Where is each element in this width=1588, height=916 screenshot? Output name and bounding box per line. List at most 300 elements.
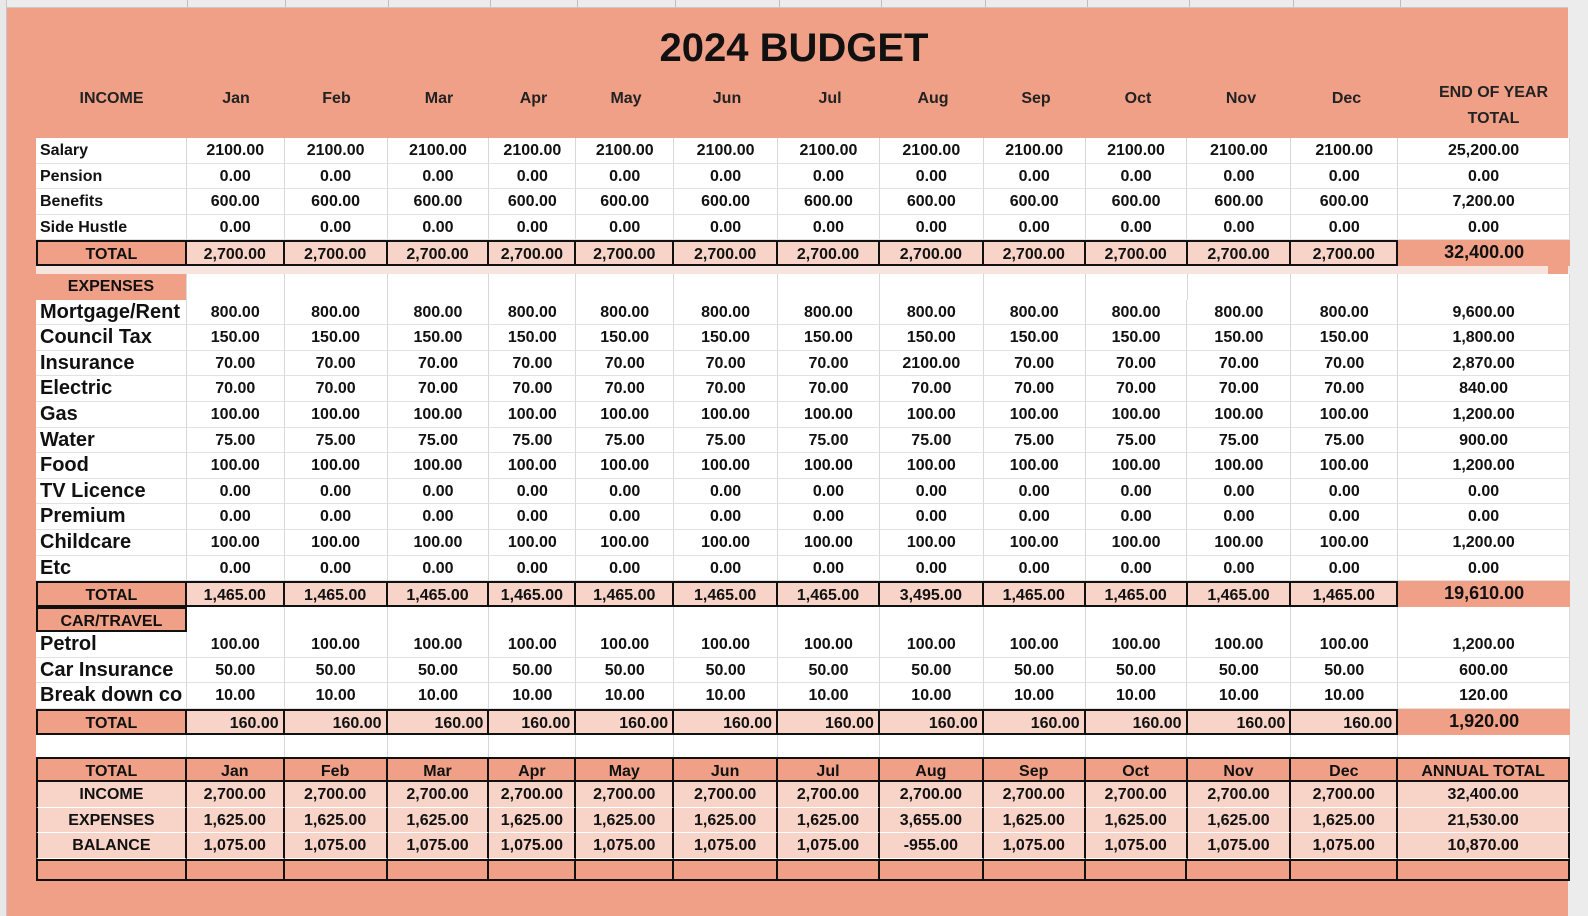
row-label-cell[interactable]: Side Hustle — [36, 215, 187, 241]
value-cell[interactable]: 10.00 — [778, 683, 880, 709]
value-cell[interactable]: 0.00 — [388, 504, 490, 530]
value-cell[interactable]: 70.00 — [576, 376, 674, 402]
value-cell[interactable]: 160.00 — [576, 709, 674, 735]
section-label-cell[interactable]: EXPENSES — [36, 274, 187, 300]
row-label-cell[interactable]: TOTAL — [36, 240, 187, 266]
empty-cell[interactable] — [984, 859, 1086, 881]
value-cell[interactable]: 150.00 — [1291, 325, 1398, 351]
value-cell[interactable]: 1,625.00 — [1291, 808, 1398, 834]
row-label-cell[interactable]: Pension — [36, 164, 187, 190]
value-cell[interactable]: 0.00 — [1086, 215, 1188, 241]
value-cell[interactable]: 0.00 — [880, 479, 984, 505]
value-cell[interactable]: 100.00 — [489, 453, 576, 479]
value-cell[interactable]: 0.00 — [576, 504, 674, 530]
value-cell[interactable]: 600.00 — [880, 189, 984, 215]
row-label-cell[interactable]: TOTAL — [36, 709, 187, 735]
empty-cell[interactable] — [1188, 274, 1292, 300]
empty-cell[interactable] — [674, 859, 778, 881]
value-cell[interactable]: 100.00 — [285, 530, 388, 556]
value-cell[interactable]: 0.00 — [576, 556, 674, 582]
value-cell[interactable]: 0.00 — [187, 504, 285, 530]
empty-cell[interactable] — [880, 607, 984, 633]
value-cell[interactable]: 0.00 — [1187, 556, 1291, 582]
value-cell[interactable]: 70.00 — [778, 376, 880, 402]
value-cell[interactable]: 160.00 — [880, 709, 984, 735]
year-total-cell[interactable]: 600.00 — [1398, 658, 1570, 684]
summary-month-header[interactable]: Mar — [388, 757, 490, 783]
value-cell[interactable]: 150.00 — [984, 325, 1086, 351]
empty-cell[interactable] — [489, 607, 576, 633]
value-cell[interactable]: 50.00 — [1291, 658, 1398, 684]
row-label-cell[interactable]: Premium — [36, 504, 187, 530]
value-cell[interactable]: 100.00 — [489, 530, 576, 556]
value-cell[interactable]: 2,700.00 — [388, 240, 490, 266]
value-cell[interactable]: 50.00 — [576, 658, 674, 684]
row-label-cell[interactable]: Mortgage/Rent — [36, 300, 187, 326]
value-cell[interactable]: 0.00 — [388, 556, 490, 582]
value-cell[interactable]: 100.00 — [778, 453, 880, 479]
value-cell[interactable]: 0.00 — [778, 215, 880, 241]
year-total-cell[interactable]: 0.00 — [1398, 215, 1570, 241]
value-cell[interactable]: 600.00 — [1291, 189, 1398, 215]
value-cell[interactable]: 2,700.00 — [489, 782, 576, 808]
value-cell[interactable]: 10.00 — [984, 683, 1086, 709]
value-cell[interactable]: 70.00 — [1291, 351, 1398, 377]
empty-cell[interactable] — [778, 859, 880, 881]
value-cell[interactable]: 1,465.00 — [285, 581, 388, 607]
value-cell[interactable]: 75.00 — [1187, 428, 1291, 454]
value-cell[interactable]: 800.00 — [1187, 300, 1291, 326]
value-cell[interactable]: 1,075.00 — [984, 833, 1086, 859]
value-cell[interactable]: 0.00 — [674, 164, 778, 190]
value-cell[interactable]: 2100.00 — [778, 138, 880, 164]
value-cell[interactable]: 0.00 — [1291, 504, 1398, 530]
empty-cell[interactable] — [880, 274, 984, 300]
value-cell[interactable]: 2,700.00 — [1188, 240, 1292, 266]
value-cell[interactable]: 0.00 — [1187, 164, 1291, 190]
value-cell[interactable]: 50.00 — [778, 658, 880, 684]
value-cell[interactable]: 100.00 — [576, 632, 674, 658]
value-cell[interactable]: 150.00 — [880, 325, 984, 351]
value-cell[interactable]: 0.00 — [489, 164, 576, 190]
value-cell[interactable]: 70.00 — [187, 351, 285, 377]
value-cell[interactable]: 0.00 — [1187, 215, 1291, 241]
value-cell[interactable]: 75.00 — [1086, 428, 1188, 454]
value-cell[interactable]: 2,700.00 — [1188, 782, 1292, 808]
value-cell[interactable]: 2,700.00 — [1291, 240, 1398, 266]
value-cell[interactable]: 0.00 — [187, 164, 285, 190]
year-total-cell[interactable]: 2,870.00 — [1398, 351, 1570, 377]
year-total-cell[interactable]: 1,200.00 — [1398, 530, 1570, 556]
value-cell[interactable]: 70.00 — [1187, 351, 1291, 377]
value-cell[interactable]: 1,625.00 — [778, 808, 880, 834]
value-cell[interactable]: 0.00 — [1086, 556, 1188, 582]
value-cell[interactable]: 2,700.00 — [576, 782, 674, 808]
value-cell[interactable]: 2100.00 — [285, 138, 388, 164]
empty-cell[interactable] — [187, 859, 285, 881]
value-cell[interactable]: 2,700.00 — [576, 240, 674, 266]
value-cell[interactable]: 0.00 — [778, 479, 880, 505]
year-total-cell[interactable]: 9,600.00 — [1398, 300, 1570, 326]
value-cell[interactable]: 100.00 — [187, 402, 285, 428]
row-label-cell[interactable]: Council Tax — [36, 325, 187, 351]
year-total-cell[interactable]: 10,870.00 — [1398, 833, 1570, 859]
value-cell[interactable]: 2,700.00 — [1086, 782, 1188, 808]
value-cell[interactable]: 800.00 — [187, 300, 285, 326]
value-cell[interactable]: 75.00 — [187, 428, 285, 454]
empty-cell[interactable] — [285, 607, 388, 633]
value-cell[interactable]: 0.00 — [1187, 479, 1291, 505]
value-cell[interactable]: 2100.00 — [1291, 138, 1398, 164]
value-cell[interactable]: 0.00 — [1086, 504, 1188, 530]
value-cell[interactable]: 1,075.00 — [576, 833, 674, 859]
value-cell[interactable]: 800.00 — [778, 300, 880, 326]
empty-cell[interactable] — [1291, 859, 1398, 881]
value-cell[interactable]: 75.00 — [880, 428, 984, 454]
row-label-cell[interactable]: Food — [36, 453, 187, 479]
value-cell[interactable]: 100.00 — [1187, 453, 1291, 479]
empty-cell[interactable] — [1086, 274, 1188, 300]
row-label-cell[interactable]: Salary — [36, 138, 187, 164]
value-cell[interactable]: 75.00 — [388, 428, 490, 454]
value-cell[interactable]: 150.00 — [285, 325, 388, 351]
value-cell[interactable]: 0.00 — [489, 215, 576, 241]
value-cell[interactable]: 160.00 — [388, 709, 490, 735]
value-cell[interactable]: 800.00 — [1291, 300, 1398, 326]
value-cell[interactable]: 1,465.00 — [1086, 581, 1188, 607]
row-label-cell[interactable]: EXPENSES — [36, 808, 187, 834]
value-cell[interactable]: 70.00 — [674, 376, 778, 402]
value-cell[interactable]: 0.00 — [576, 215, 674, 241]
value-cell[interactable]: 2,700.00 — [489, 240, 576, 266]
value-cell[interactable]: 2,700.00 — [285, 782, 388, 808]
value-cell[interactable]: 0.00 — [984, 504, 1086, 530]
value-cell[interactable]: 0.00 — [984, 164, 1086, 190]
value-cell[interactable]: 75.00 — [1291, 428, 1398, 454]
year-total-cell[interactable]: 0.00 — [1398, 164, 1570, 190]
value-cell[interactable]: 2,700.00 — [674, 240, 778, 266]
value-cell[interactable]: 1,075.00 — [489, 833, 576, 859]
value-cell[interactable]: 10.00 — [1187, 683, 1291, 709]
value-cell[interactable]: 70.00 — [1086, 351, 1188, 377]
value-cell[interactable]: 0.00 — [489, 504, 576, 530]
row-label-cell[interactable]: Electric — [36, 376, 187, 402]
value-cell[interactable]: 1,625.00 — [576, 808, 674, 834]
year-total-cell[interactable]: 1,200.00 — [1398, 632, 1570, 658]
empty-cell[interactable] — [1398, 274, 1570, 300]
value-cell[interactable]: 800.00 — [674, 300, 778, 326]
year-total-cell[interactable]: 0.00 — [1398, 479, 1570, 505]
value-cell[interactable]: 600.00 — [674, 189, 778, 215]
empty-cell[interactable] — [1291, 607, 1398, 633]
value-cell[interactable]: 0.00 — [576, 479, 674, 505]
value-cell[interactable]: 75.00 — [285, 428, 388, 454]
summary-month-header[interactable]: Nov — [1188, 757, 1292, 783]
value-cell[interactable]: 100.00 — [674, 530, 778, 556]
row-label-cell[interactable]: Water — [36, 428, 187, 454]
value-cell[interactable]: 0.00 — [388, 479, 490, 505]
value-cell[interactable]: 0.00 — [674, 479, 778, 505]
summary-month-header[interactable]: Dec — [1291, 757, 1398, 783]
empty-cell[interactable] — [489, 274, 576, 300]
value-cell[interactable]: 2100.00 — [880, 351, 984, 377]
year-total-cell[interactable]: 32,400.00 — [1398, 782, 1570, 808]
section-label-cell[interactable]: CAR/TRAVEL — [36, 607, 187, 633]
value-cell[interactable]: 600.00 — [984, 189, 1086, 215]
row-label-cell[interactable]: Insurance — [36, 351, 187, 377]
value-cell[interactable]: 2100.00 — [984, 138, 1086, 164]
value-cell[interactable]: 800.00 — [984, 300, 1086, 326]
summary-month-header[interactable]: Aug — [880, 757, 984, 783]
value-cell[interactable]: 70.00 — [674, 351, 778, 377]
value-cell[interactable]: 160.00 — [285, 709, 388, 735]
value-cell[interactable]: 70.00 — [388, 351, 490, 377]
value-cell[interactable]: 100.00 — [880, 453, 984, 479]
value-cell[interactable]: 1,625.00 — [388, 808, 490, 834]
value-cell[interactable]: 70.00 — [984, 376, 1086, 402]
value-cell[interactable]: 1,465.00 — [1291, 581, 1398, 607]
value-cell[interactable]: 2100.00 — [388, 138, 490, 164]
year-total-cell[interactable]: 120.00 — [1398, 683, 1570, 709]
summary-month-header[interactable]: Sep — [984, 757, 1086, 783]
row-label-cell[interactable]: TOTAL — [36, 581, 187, 607]
value-cell[interactable]: -955.00 — [880, 833, 984, 859]
value-cell[interactable]: 150.00 — [778, 325, 880, 351]
empty-cell[interactable] — [388, 607, 490, 633]
year-total-cell[interactable]: 1,920.00 — [1398, 709, 1570, 735]
value-cell[interactable]: 100.00 — [1291, 402, 1398, 428]
value-cell[interactable]: 150.00 — [489, 325, 576, 351]
value-cell[interactable]: 50.00 — [984, 658, 1086, 684]
value-cell[interactable]: 2,700.00 — [984, 240, 1086, 266]
row-label-cell[interactable]: TV Licence — [36, 479, 187, 505]
value-cell[interactable]: 100.00 — [880, 530, 984, 556]
value-cell[interactable]: 0.00 — [880, 556, 984, 582]
empty-cell[interactable] — [1187, 607, 1291, 633]
value-cell[interactable]: 160.00 — [674, 709, 778, 735]
value-cell[interactable]: 100.00 — [1291, 453, 1398, 479]
value-cell[interactable]: 800.00 — [388, 300, 490, 326]
value-cell[interactable]: 2,700.00 — [187, 782, 285, 808]
value-cell[interactable]: 100.00 — [388, 402, 490, 428]
value-cell[interactable]: 75.00 — [984, 428, 1086, 454]
value-cell[interactable]: 100.00 — [576, 453, 674, 479]
value-cell[interactable]: 100.00 — [984, 402, 1086, 428]
value-cell[interactable]: 100.00 — [778, 402, 880, 428]
summary-month-header[interactable]: Jan — [187, 757, 285, 783]
value-cell[interactable]: 0.00 — [285, 504, 388, 530]
empty-cell[interactable] — [285, 274, 388, 300]
row-label-cell[interactable]: INCOME — [36, 782, 187, 808]
value-cell[interactable]: 0.00 — [285, 215, 388, 241]
value-cell[interactable]: 70.00 — [388, 376, 490, 402]
empty-cell[interactable] — [187, 607, 285, 633]
value-cell[interactable]: 3,495.00 — [880, 581, 984, 607]
value-cell[interactable]: 150.00 — [674, 325, 778, 351]
value-cell[interactable]: 0.00 — [1187, 504, 1291, 530]
value-cell[interactable]: 100.00 — [778, 530, 880, 556]
value-cell[interactable]: 10.00 — [880, 683, 984, 709]
value-cell[interactable]: 0.00 — [1291, 215, 1398, 241]
value-cell[interactable]: 2100.00 — [880, 138, 984, 164]
value-cell[interactable]: 75.00 — [778, 428, 880, 454]
value-cell[interactable]: 1,465.00 — [187, 581, 285, 607]
value-cell[interactable]: 0.00 — [674, 504, 778, 530]
value-cell[interactable]: 1,075.00 — [285, 833, 388, 859]
value-cell[interactable]: 0.00 — [674, 556, 778, 582]
value-cell[interactable]: 100.00 — [285, 402, 388, 428]
value-cell[interactable]: 150.00 — [1187, 325, 1291, 351]
value-cell[interactable]: 0.00 — [984, 215, 1086, 241]
value-cell[interactable]: 0.00 — [1086, 164, 1188, 190]
value-cell[interactable]: 100.00 — [285, 632, 388, 658]
value-cell[interactable]: 0.00 — [880, 504, 984, 530]
value-cell[interactable]: 1,465.00 — [489, 581, 576, 607]
value-cell[interactable]: 100.00 — [1291, 530, 1398, 556]
value-cell[interactable]: 10.00 — [285, 683, 388, 709]
empty-cell[interactable] — [388, 274, 490, 300]
value-cell[interactable]: 2100.00 — [1086, 138, 1188, 164]
value-cell[interactable]: 100.00 — [880, 402, 984, 428]
value-cell[interactable]: 2,700.00 — [285, 240, 388, 266]
value-cell[interactable]: 2,700.00 — [1086, 240, 1188, 266]
empty-cell[interactable] — [674, 607, 778, 633]
summary-head-label[interactable]: TOTAL — [36, 757, 187, 783]
value-cell[interactable]: 0.00 — [880, 215, 984, 241]
value-cell[interactable]: 70.00 — [285, 376, 388, 402]
value-cell[interactable]: 150.00 — [187, 325, 285, 351]
value-cell[interactable]: 100.00 — [984, 632, 1086, 658]
value-cell[interactable]: 10.00 — [576, 683, 674, 709]
empty-cell[interactable] — [778, 607, 880, 633]
row-label-cell[interactable]: Petrol — [36, 632, 187, 658]
row-label-cell[interactable]: Car Insurance — [36, 658, 187, 684]
value-cell[interactable]: 100.00 — [489, 632, 576, 658]
value-cell[interactable]: 10.00 — [388, 683, 490, 709]
value-cell[interactable]: 100.00 — [674, 402, 778, 428]
value-cell[interactable]: 1,465.00 — [388, 581, 490, 607]
value-cell[interactable]: 150.00 — [1086, 325, 1188, 351]
value-cell[interactable]: 100.00 — [388, 530, 490, 556]
value-cell[interactable]: 1,625.00 — [187, 808, 285, 834]
value-cell[interactable]: 800.00 — [1086, 300, 1188, 326]
value-cell[interactable]: 70.00 — [489, 351, 576, 377]
summary-month-header[interactable]: Apr — [489, 757, 576, 783]
value-cell[interactable]: 0.00 — [388, 215, 490, 241]
value-cell[interactable]: 0.00 — [576, 164, 674, 190]
value-cell[interactable]: 100.00 — [880, 632, 984, 658]
empty-cell[interactable] — [576, 274, 674, 300]
value-cell[interactable]: 2,700.00 — [778, 240, 880, 266]
empty-cell[interactable] — [388, 859, 490, 881]
value-cell[interactable]: 70.00 — [778, 351, 880, 377]
value-cell[interactable]: 0.00 — [778, 164, 880, 190]
empty-cell[interactable] — [880, 859, 984, 881]
value-cell[interactable]: 0.00 — [880, 164, 984, 190]
value-cell[interactable]: 2,700.00 — [984, 782, 1086, 808]
value-cell[interactable]: 800.00 — [489, 300, 576, 326]
summary-month-header[interactable]: Feb — [285, 757, 388, 783]
value-cell[interactable]: 160.00 — [778, 709, 880, 735]
value-cell[interactable]: 1,625.00 — [674, 808, 778, 834]
value-cell[interactable]: 10.00 — [674, 683, 778, 709]
value-cell[interactable]: 0.00 — [388, 164, 490, 190]
row-label-cell[interactable]: Gas — [36, 402, 187, 428]
row-label-cell[interactable]: BALANCE — [36, 833, 187, 859]
value-cell[interactable]: 75.00 — [674, 428, 778, 454]
value-cell[interactable]: 50.00 — [1187, 658, 1291, 684]
value-cell[interactable]: 100.00 — [187, 530, 285, 556]
value-cell[interactable]: 150.00 — [576, 325, 674, 351]
year-total-cell[interactable]: 840.00 — [1398, 376, 1570, 402]
value-cell[interactable]: 1,075.00 — [187, 833, 285, 859]
value-cell[interactable]: 0.00 — [1086, 479, 1188, 505]
empty-cell[interactable] — [1291, 274, 1398, 300]
value-cell[interactable]: 100.00 — [1086, 632, 1188, 658]
value-cell[interactable]: 0.00 — [778, 504, 880, 530]
value-cell[interactable]: 0.00 — [674, 215, 778, 241]
value-cell[interactable]: 1,625.00 — [285, 808, 388, 834]
value-cell[interactable]: 50.00 — [489, 658, 576, 684]
value-cell[interactable]: 1,075.00 — [1086, 833, 1188, 859]
empty-cell[interactable] — [1086, 859, 1188, 881]
value-cell[interactable]: 10.00 — [187, 683, 285, 709]
value-cell[interactable]: 2100.00 — [1187, 138, 1291, 164]
empty-cell[interactable] — [984, 607, 1086, 633]
value-cell[interactable]: 600.00 — [1187, 189, 1291, 215]
year-total-cell[interactable]: 0.00 — [1398, 504, 1570, 530]
value-cell[interactable]: 1,075.00 — [1291, 833, 1398, 859]
empty-cell[interactable] — [187, 274, 285, 300]
value-cell[interactable]: 70.00 — [984, 351, 1086, 377]
year-total-cell[interactable]: 0.00 — [1398, 556, 1570, 582]
value-cell[interactable]: 0.00 — [285, 556, 388, 582]
value-cell[interactable]: 70.00 — [576, 351, 674, 377]
value-cell[interactable]: 100.00 — [388, 632, 490, 658]
value-cell[interactable]: 100.00 — [1086, 402, 1188, 428]
value-cell[interactable]: 100.00 — [674, 632, 778, 658]
value-cell[interactable]: 1,075.00 — [674, 833, 778, 859]
year-total-cell[interactable]: 19,610.00 — [1398, 581, 1570, 607]
row-label-cell[interactable]: Etc — [36, 556, 187, 582]
value-cell[interactable]: 0.00 — [1291, 479, 1398, 505]
value-cell[interactable]: 100.00 — [576, 530, 674, 556]
year-total-cell[interactable]: 32,400.00 — [1398, 240, 1570, 266]
value-cell[interactable]: 70.00 — [880, 376, 984, 402]
value-cell[interactable]: 0.00 — [1291, 556, 1398, 582]
value-cell[interactable]: 160.00 — [984, 709, 1086, 735]
value-cell[interactable]: 0.00 — [489, 556, 576, 582]
empty-cell[interactable] — [674, 274, 778, 300]
year-total-cell[interactable]: 21,530.00 — [1398, 808, 1570, 834]
value-cell[interactable]: 100.00 — [778, 632, 880, 658]
value-cell[interactable]: 1,625.00 — [1086, 808, 1188, 834]
value-cell[interactable]: 10.00 — [1291, 683, 1398, 709]
value-cell[interactable]: 160.00 — [1086, 709, 1188, 735]
value-cell[interactable]: 0.00 — [187, 215, 285, 241]
value-cell[interactable]: 70.00 — [489, 376, 576, 402]
year-total-cell[interactable]: 1,200.00 — [1398, 453, 1570, 479]
summary-month-header[interactable]: Jul — [778, 757, 880, 783]
value-cell[interactable]: 100.00 — [576, 402, 674, 428]
year-total-cell[interactable]: 1,200.00 — [1398, 402, 1570, 428]
year-total-cell[interactable]: 1,800.00 — [1398, 325, 1570, 351]
value-cell[interactable]: 50.00 — [674, 658, 778, 684]
value-cell[interactable]: 1,465.00 — [674, 581, 778, 607]
value-cell[interactable]: 50.00 — [388, 658, 490, 684]
value-cell[interactable]: 150.00 — [388, 325, 490, 351]
value-cell[interactable]: 1,075.00 — [1188, 833, 1292, 859]
